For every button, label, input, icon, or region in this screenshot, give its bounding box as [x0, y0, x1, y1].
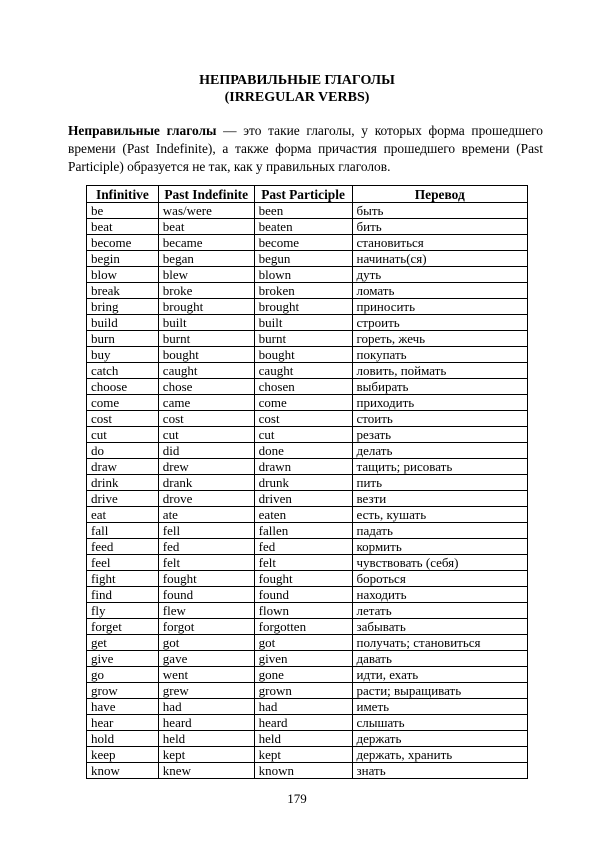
table-row [87, 507, 528, 523]
table-row [87, 683, 528, 699]
cell-translation: приходить [352, 395, 528, 411]
cell-infinitive: drink [87, 475, 159, 491]
cell-infinitive: bring [87, 299, 159, 315]
cell-past-indefinite: fed [158, 539, 254, 555]
table-row [87, 523, 528, 539]
table-row [87, 699, 528, 715]
cell-past-participle: gone [254, 667, 352, 683]
page-number: 179 [287, 791, 307, 806]
cell-infinitive: fight [87, 571, 159, 587]
cell-past-participle: flown [254, 603, 352, 619]
cell-past-participle: drawn [254, 459, 352, 475]
cell-past-indefinite: held [158, 731, 254, 747]
cell-past-indefinite: heard [158, 715, 254, 731]
page-subtitle: (IRREGULAR VERBS) [224, 90, 370, 105]
cell-infinitive: have [87, 699, 159, 715]
table-row [87, 459, 528, 475]
cell-past-indefinite: brought [158, 299, 254, 315]
cell-infinitive: grow [87, 683, 159, 699]
cell-past-indefinite: drew [158, 459, 254, 475]
table-row [87, 763, 528, 779]
cell-past-participle: chosen [254, 379, 352, 395]
cell-translation: приносить [352, 299, 528, 315]
cell-past-participle: cost [254, 411, 352, 427]
table-row [87, 539, 528, 555]
cell-past-participle: grown [254, 683, 352, 699]
cell-translation: держать [352, 731, 528, 747]
intro-paragraph [68, 122, 543, 176]
cell-past-participle: heard [254, 715, 352, 731]
cell-past-participle: felt [254, 555, 352, 571]
cell-past-indefinite: was/were [158, 203, 254, 219]
table-row [87, 603, 528, 619]
cell-translation: делать [352, 443, 528, 459]
table-body [87, 203, 528, 779]
cell-translation: давать [352, 651, 528, 667]
cell-infinitive: go [87, 667, 159, 683]
cell-past-participle: beaten [254, 219, 352, 235]
intro-term: Неправильные глаголы [68, 123, 217, 138]
table-row [87, 731, 528, 747]
header-infinitive: Infinitive [87, 186, 159, 203]
cell-translation: есть, кушать [352, 507, 528, 523]
table-row [87, 427, 528, 443]
cell-past-indefinite: knew [158, 763, 254, 779]
cell-translation: ловить, поймать [352, 363, 528, 379]
cell-past-participle: become [254, 235, 352, 251]
table-row [87, 443, 528, 459]
cell-infinitive: keep [87, 747, 159, 763]
cell-past-indefinite: forgot [158, 619, 254, 635]
cell-translation: летать [352, 603, 528, 619]
table-row [87, 635, 528, 651]
cell-infinitive: come [87, 395, 159, 411]
cell-translation: держать, хранить [352, 747, 528, 763]
cell-past-participle: cut [254, 427, 352, 443]
table-row [87, 203, 528, 219]
cell-past-indefinite: did [158, 443, 254, 459]
table-row [87, 747, 528, 763]
table-row [87, 587, 528, 603]
cell-translation: получать; становиться [352, 635, 528, 651]
cell-past-participle: got [254, 635, 352, 651]
cell-past-indefinite: built [158, 315, 254, 331]
cell-past-indefinite: cost [158, 411, 254, 427]
cell-past-participle: come [254, 395, 352, 411]
cell-translation: везти [352, 491, 528, 507]
table-row [87, 411, 528, 427]
table-row [87, 299, 528, 315]
cell-past-participle: eaten [254, 507, 352, 523]
cell-translation: пить [352, 475, 528, 491]
cell-translation: дуть [352, 267, 528, 283]
table-row [87, 363, 528, 379]
cell-past-participle: burnt [254, 331, 352, 347]
cell-past-participle: bought [254, 347, 352, 363]
table-row [87, 283, 528, 299]
cell-past-participle: blown [254, 267, 352, 283]
cell-infinitive: fly [87, 603, 159, 619]
cell-past-participle: begun [254, 251, 352, 267]
table-row [87, 235, 528, 251]
cell-infinitive: give [87, 651, 159, 667]
cell-infinitive: feel [87, 555, 159, 571]
table-row [87, 651, 528, 667]
cell-past-indefinite: drank [158, 475, 254, 491]
cell-past-indefinite: ate [158, 507, 254, 523]
cell-translation: покупать [352, 347, 528, 363]
cell-infinitive: become [87, 235, 159, 251]
cell-past-indefinite: fell [158, 523, 254, 539]
cell-past-indefinite: fought [158, 571, 254, 587]
cell-infinitive: fall [87, 523, 159, 539]
cell-infinitive: blow [87, 267, 159, 283]
cell-past-indefinite: felt [158, 555, 254, 571]
cell-infinitive: drive [87, 491, 159, 507]
table-row [87, 251, 528, 267]
cell-past-participle: broken [254, 283, 352, 299]
cell-past-indefinite: came [158, 395, 254, 411]
cell-infinitive: feed [87, 539, 159, 555]
cell-translation: чувствовать (себя) [352, 555, 528, 571]
cell-translation: тащить; рисовать [352, 459, 528, 475]
cell-past-indefinite: broke [158, 283, 254, 299]
cell-translation: начинать(ся) [352, 251, 528, 267]
cell-past-indefinite: went [158, 667, 254, 683]
cell-past-participle: held [254, 731, 352, 747]
table-row [87, 395, 528, 411]
cell-infinitive: burn [87, 331, 159, 347]
cell-past-indefinite: cut [158, 427, 254, 443]
cell-past-participle: found [254, 587, 352, 603]
irregular-verbs-table [86, 185, 528, 779]
cell-past-indefinite: chose [158, 379, 254, 395]
cell-past-participle: kept [254, 747, 352, 763]
intro-text: — это такие глаголы, у которых форма прошедшего времени (Past Indefinite), а также форма причастия прошедшего времени (Past Participle) образуется не так, как у правильных глаголов. [68, 123, 543, 174]
table-row [87, 491, 528, 507]
cell-translation: бороться [352, 571, 528, 587]
cell-infinitive: hear [87, 715, 159, 731]
cell-infinitive: beat [87, 219, 159, 235]
cell-past-indefinite: became [158, 235, 254, 251]
table-row [87, 267, 528, 283]
cell-past-participle: known [254, 763, 352, 779]
cell-past-indefinite: caught [158, 363, 254, 379]
cell-past-participle: driven [254, 491, 352, 507]
cell-infinitive: forget [87, 619, 159, 635]
cell-translation: слышать [352, 715, 528, 731]
cell-past-indefinite: had [158, 699, 254, 715]
cell-past-participle: drunk [254, 475, 352, 491]
cell-past-indefinite: began [158, 251, 254, 267]
cell-infinitive: do [87, 443, 159, 459]
cell-past-indefinite: kept [158, 747, 254, 763]
cell-infinitive: draw [87, 459, 159, 475]
cell-past-participle: brought [254, 299, 352, 315]
cell-infinitive: break [87, 283, 159, 299]
cell-past-indefinite: found [158, 587, 254, 603]
table-header-row [87, 186, 528, 203]
cell-translation: падать [352, 523, 528, 539]
cell-translation: забывать [352, 619, 528, 635]
cell-translation: гореть, жечь [352, 331, 528, 347]
cell-past-participle: given [254, 651, 352, 667]
cell-translation: расти; выращивать [352, 683, 528, 699]
cell-past-participle: forgotten [254, 619, 352, 635]
cell-past-indefinite: burnt [158, 331, 254, 347]
cell-past-indefinite: blew [158, 267, 254, 283]
table-row [87, 331, 528, 347]
cell-translation: строить [352, 315, 528, 331]
cell-infinitive: know [87, 763, 159, 779]
cell-infinitive: build [87, 315, 159, 331]
cell-infinitive: begin [87, 251, 159, 267]
cell-past-indefinite: flew [158, 603, 254, 619]
cell-past-participle: built [254, 315, 352, 331]
cell-infinitive: catch [87, 363, 159, 379]
cell-infinitive: eat [87, 507, 159, 523]
table-row [87, 619, 528, 635]
cell-past-participle: been [254, 203, 352, 219]
cell-translation: кормить [352, 539, 528, 555]
page-title: НЕПРАВИЛЬНЫЕ ГЛАГОЛЫ [199, 73, 395, 88]
cell-translation: идти, ехать [352, 667, 528, 683]
table-row [87, 555, 528, 571]
cell-past-indefinite: got [158, 635, 254, 651]
cell-infinitive: choose [87, 379, 159, 395]
header-translation: Перевод [352, 186, 528, 203]
cell-translation: иметь [352, 699, 528, 715]
header-past-participle: Past Participle [254, 186, 352, 203]
cell-infinitive: find [87, 587, 159, 603]
cell-translation: знать [352, 763, 528, 779]
cell-past-indefinite: grew [158, 683, 254, 699]
cell-past-participle: fought [254, 571, 352, 587]
table-row [87, 667, 528, 683]
cell-translation: выбирать [352, 379, 528, 395]
cell-past-participle: had [254, 699, 352, 715]
cell-past-participle: fallen [254, 523, 352, 539]
table-row [87, 347, 528, 363]
cell-translation: бить [352, 219, 528, 235]
cell-translation: быть [352, 203, 528, 219]
cell-past-indefinite: drove [158, 491, 254, 507]
table-row [87, 475, 528, 491]
table-row [87, 379, 528, 395]
cell-infinitive: be [87, 203, 159, 219]
table-row [87, 315, 528, 331]
cell-past-participle: caught [254, 363, 352, 379]
cell-infinitive: cut [87, 427, 159, 443]
header-past-indefinite: Past Indefinite [158, 186, 254, 203]
table-row [87, 219, 528, 235]
table-row [87, 571, 528, 587]
cell-past-indefinite: bought [158, 347, 254, 363]
table-row [87, 715, 528, 731]
cell-past-indefinite: gave [158, 651, 254, 667]
cell-infinitive: get [87, 635, 159, 651]
cell-infinitive: cost [87, 411, 159, 427]
cell-past-indefinite: beat [158, 219, 254, 235]
cell-translation: становиться [352, 235, 528, 251]
cell-translation: находить [352, 587, 528, 603]
cell-translation: стоить [352, 411, 528, 427]
cell-translation: ломать [352, 283, 528, 299]
cell-past-participle: fed [254, 539, 352, 555]
cell-infinitive: buy [87, 347, 159, 363]
cell-translation: резать [352, 427, 528, 443]
cell-past-participle: done [254, 443, 352, 459]
cell-infinitive: hold [87, 731, 159, 747]
